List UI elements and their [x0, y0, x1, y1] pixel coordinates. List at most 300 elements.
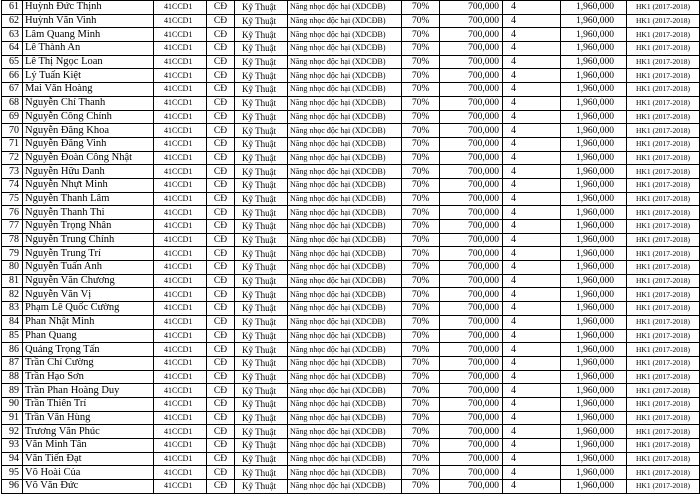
amount-cell: 700,000: [440, 247, 503, 261]
percent-cell: 70%: [402, 69, 440, 83]
faculty-cell: Kỹ Thuật: [235, 356, 288, 370]
table-row: [2, 42, 700, 56]
semester-cell: HK1 (2017-2018): [627, 384, 700, 398]
amount-cell: 700,000: [440, 124, 503, 138]
table-row: [2, 151, 700, 165]
class-cell: 41CCD1: [154, 178, 207, 192]
student-name-cell: Võ Hoài Của: [23, 466, 154, 480]
faculty-cell: Kỹ Thuật: [235, 220, 288, 234]
faculty-cell: Kỹ Thuật: [235, 1, 288, 15]
student-name-cell: Nguyễn Trung Chính: [23, 233, 154, 247]
months-cell: 4: [503, 96, 561, 110]
faculty-cell: Kỹ Thuật: [235, 425, 288, 439]
semester-cell: HK1 (2017-2018): [627, 192, 700, 206]
percent-cell: 70%: [402, 274, 440, 288]
amount-cell: 700,000: [440, 425, 503, 439]
total-cell: 1,960,000: [561, 206, 627, 220]
student-name-cell: Nguyễn Đăng Khoa: [23, 124, 154, 138]
amount-cell: 700,000: [440, 274, 503, 288]
total-cell: 1,960,000: [561, 425, 627, 439]
row-number-cell: 68: [2, 96, 23, 110]
allowance-type-cell: Năng nhọc độc hại (XDCĐB): [288, 28, 402, 42]
class-cell: 41CCD1: [154, 1, 207, 15]
student-name-cell: Trần Chí Cường: [23, 356, 154, 370]
allowance-type-cell: Năng nhọc độc hại (XDCĐB): [288, 356, 402, 370]
table-row: [2, 439, 700, 453]
percent-cell: 70%: [402, 397, 440, 411]
amount-cell: 700,000: [440, 233, 503, 247]
amount-cell: 700,000: [440, 411, 503, 425]
semester-cell: HK1 (2017-2018): [627, 261, 700, 275]
table-row: [2, 165, 700, 179]
table-row: [2, 206, 700, 220]
student-name-cell: Trần Phan Hoàng Duy: [23, 384, 154, 398]
allowance-type-cell: Năng nhọc độc hại (XDCĐB): [288, 55, 402, 69]
allowance-type-cell: Năng nhọc độc hại (XDCĐB): [288, 411, 402, 425]
table-row: [2, 302, 700, 316]
table-row: [2, 452, 700, 466]
semester-cell: HK1 (2017-2018): [627, 69, 700, 83]
row-number-cell: 65: [2, 55, 23, 69]
semester-cell: HK1 (2017-2018): [627, 110, 700, 124]
level-cell: CĐ: [207, 439, 235, 453]
months-cell: 4: [503, 452, 561, 466]
level-cell: CĐ: [207, 220, 235, 234]
percent-cell: 70%: [402, 137, 440, 151]
total-cell: 1,960,000: [561, 165, 627, 179]
row-number-cell: 81: [2, 274, 23, 288]
allowance-type-cell: Năng nhọc độc hại (XDCĐB): [288, 69, 402, 83]
months-cell: 4: [503, 206, 561, 220]
table-row: [2, 466, 700, 480]
months-cell: 4: [503, 288, 561, 302]
class-cell: 41CCD1: [154, 233, 207, 247]
class-cell: 41CCD1: [154, 274, 207, 288]
months-cell: 4: [503, 55, 561, 69]
row-number-cell: 84: [2, 315, 23, 329]
total-cell: 1,960,000: [561, 220, 627, 234]
level-cell: CĐ: [207, 315, 235, 329]
amount-cell: 700,000: [440, 1, 503, 15]
student-name-cell: Trần Hạo Sơn: [23, 370, 154, 384]
class-cell: 41CCD1: [154, 411, 207, 425]
class-cell: 41CCD1: [154, 14, 207, 28]
percent-cell: 70%: [402, 124, 440, 138]
percent-cell: 70%: [402, 302, 440, 316]
allowance-type-cell: Năng nhọc độc hại (XDCĐB): [288, 384, 402, 398]
class-cell: 41CCD1: [154, 452, 207, 466]
semester-cell: HK1 (2017-2018): [627, 466, 700, 480]
total-cell: 1,960,000: [561, 151, 627, 165]
total-cell: 1,960,000: [561, 439, 627, 453]
level-cell: CĐ: [207, 14, 235, 28]
table-row: [2, 315, 700, 329]
student-name-cell: Quảng Trọng Tấn: [23, 343, 154, 357]
total-cell: 1,960,000: [561, 397, 627, 411]
level-cell: CĐ: [207, 96, 235, 110]
allowance-type-cell: Năng nhọc độc hại (XDCĐB): [288, 370, 402, 384]
faculty-cell: Kỹ Thuật: [235, 69, 288, 83]
student-name-cell: Nguyễn Nhựt Minh: [23, 178, 154, 192]
student-name-cell: Văn Minh Tân: [23, 439, 154, 453]
table-row: [2, 14, 700, 28]
row-number-cell: 82: [2, 288, 23, 302]
class-cell: 41CCD1: [154, 28, 207, 42]
table-row: [2, 28, 700, 42]
table-body: [2, 1, 700, 494]
level-cell: CĐ: [207, 343, 235, 357]
faculty-cell: Kỹ Thuật: [235, 14, 288, 28]
table-row: [2, 220, 700, 234]
student-name-cell: Trần Văn Hùng: [23, 411, 154, 425]
amount-cell: 700,000: [440, 384, 503, 398]
row-number-cell: 90: [2, 397, 23, 411]
table-row: [2, 110, 700, 124]
allowance-type-cell: Năng nhọc độc hại (XDCĐB): [288, 397, 402, 411]
months-cell: 4: [503, 14, 561, 28]
class-cell: 41CCD1: [154, 343, 207, 357]
amount-cell: 700,000: [440, 137, 503, 151]
allowance-type-cell: Năng nhọc độc hại (XDCĐB): [288, 165, 402, 179]
percent-cell: 70%: [402, 233, 440, 247]
class-cell: 41CCD1: [154, 124, 207, 138]
percent-cell: 70%: [402, 329, 440, 343]
semester-cell: HK1 (2017-2018): [627, 302, 700, 316]
row-number-cell: 70: [2, 124, 23, 138]
total-cell: 1,960,000: [561, 178, 627, 192]
amount-cell: 700,000: [440, 480, 503, 494]
semester-cell: HK1 (2017-2018): [627, 220, 700, 234]
level-cell: CĐ: [207, 28, 235, 42]
months-cell: 4: [503, 28, 561, 42]
student-name-cell: Nguyễn Tuấn Anh: [23, 261, 154, 275]
total-cell: 1,960,000: [561, 384, 627, 398]
class-cell: 41CCD1: [154, 42, 207, 56]
months-cell: 4: [503, 411, 561, 425]
allowance-type-cell: Năng nhọc độc hại (XDCĐB): [288, 452, 402, 466]
level-cell: CĐ: [207, 69, 235, 83]
amount-cell: 700,000: [440, 439, 503, 453]
allowance-type-cell: Năng nhọc độc hại (XDCĐB): [288, 288, 402, 302]
row-number-cell: 79: [2, 247, 23, 261]
table-row: [2, 411, 700, 425]
row-number-cell: 73: [2, 165, 23, 179]
allowance-type-cell: Năng nhọc độc hại (XDCĐB): [288, 480, 402, 494]
table-row: [2, 425, 700, 439]
faculty-cell: Kỹ Thuật: [235, 288, 288, 302]
total-cell: 1,960,000: [561, 55, 627, 69]
row-number-cell: 76: [2, 206, 23, 220]
allowance-type-cell: Năng nhọc độc hại (XDCĐB): [288, 274, 402, 288]
row-number-cell: 61: [2, 1, 23, 15]
months-cell: 4: [503, 261, 561, 275]
faculty-cell: Kỹ Thuật: [235, 83, 288, 97]
semester-cell: HK1 (2017-2018): [627, 55, 700, 69]
faculty-cell: Kỹ Thuật: [235, 247, 288, 261]
level-cell: CĐ: [207, 206, 235, 220]
row-number-cell: 72: [2, 151, 23, 165]
level-cell: CĐ: [207, 452, 235, 466]
student-name-cell: Nguyễn Văn Vị: [23, 288, 154, 302]
allowance-type-cell: Năng nhọc độc hại (XDCĐB): [288, 83, 402, 97]
faculty-cell: Kỹ Thuật: [235, 178, 288, 192]
student-name-cell: Nguyễn Công Chính: [23, 110, 154, 124]
student-name-cell: Nguyễn Trung Trí: [23, 247, 154, 261]
total-cell: 1,960,000: [561, 110, 627, 124]
total-cell: 1,960,000: [561, 356, 627, 370]
amount-cell: 700,000: [440, 55, 503, 69]
class-cell: 41CCD1: [154, 83, 207, 97]
student-name-cell: Văn Tiến Đạt: [23, 452, 154, 466]
class-cell: 41CCD1: [154, 261, 207, 275]
level-cell: CĐ: [207, 165, 235, 179]
table-row: [2, 274, 700, 288]
level-cell: CĐ: [207, 288, 235, 302]
allowance-type-cell: Năng nhọc độc hại (XDCĐB): [288, 302, 402, 316]
faculty-cell: Kỹ Thuật: [235, 452, 288, 466]
total-cell: 1,960,000: [561, 1, 627, 15]
semester-cell: HK1 (2017-2018): [627, 329, 700, 343]
student-name-cell: Võ Văn Đức: [23, 480, 154, 494]
percent-cell: 70%: [402, 466, 440, 480]
allowance-type-cell: Năng nhọc độc hại (XDCĐB): [288, 1, 402, 15]
row-number-cell: 95: [2, 466, 23, 480]
student-name-cell: Nguyễn Thanh Thi: [23, 206, 154, 220]
semester-cell: HK1 (2017-2018): [627, 14, 700, 28]
level-cell: CĐ: [207, 124, 235, 138]
semester-cell: HK1 (2017-2018): [627, 96, 700, 110]
class-cell: 41CCD1: [154, 55, 207, 69]
student-name-cell: Nguyễn Thanh Lâm: [23, 192, 154, 206]
allowance-type-cell: Năng nhọc độc hại (XDCĐB): [288, 124, 402, 138]
amount-cell: 700,000: [440, 28, 503, 42]
amount-cell: 700,000: [440, 165, 503, 179]
amount-cell: 700,000: [440, 206, 503, 220]
semester-cell: HK1 (2017-2018): [627, 274, 700, 288]
level-cell: CĐ: [207, 370, 235, 384]
student-name-cell: Lâm Quang Minh: [23, 28, 154, 42]
table-row: [2, 96, 700, 110]
amount-cell: 700,000: [440, 178, 503, 192]
percent-cell: 70%: [402, 439, 440, 453]
allowance-type-cell: Năng nhọc độc hại (XDCĐB): [288, 315, 402, 329]
percent-cell: 70%: [402, 343, 440, 357]
total-cell: 1,960,000: [561, 83, 627, 97]
total-cell: 1,960,000: [561, 28, 627, 42]
percent-cell: 70%: [402, 83, 440, 97]
level-cell: CĐ: [207, 411, 235, 425]
amount-cell: 700,000: [440, 69, 503, 83]
class-cell: 41CCD1: [154, 69, 207, 83]
faculty-cell: Kỹ Thuật: [235, 370, 288, 384]
faculty-cell: Kỹ Thuật: [235, 137, 288, 151]
months-cell: 4: [503, 1, 561, 15]
row-number-cell: 88: [2, 370, 23, 384]
table-row: [2, 370, 700, 384]
row-number-cell: 63: [2, 28, 23, 42]
table-row: [2, 261, 700, 275]
faculty-cell: Kỹ Thuật: [235, 343, 288, 357]
months-cell: 4: [503, 110, 561, 124]
months-cell: 4: [503, 480, 561, 494]
student-allowance-table: [1, 0, 700, 494]
student-name-cell: Mai Văn Hoàng: [23, 83, 154, 97]
semester-cell: HK1 (2017-2018): [627, 151, 700, 165]
row-number-cell: 96: [2, 480, 23, 494]
percent-cell: 70%: [402, 370, 440, 384]
class-cell: 41CCD1: [154, 206, 207, 220]
allowance-type-cell: Năng nhọc độc hại (XDCĐB): [288, 178, 402, 192]
level-cell: CĐ: [207, 192, 235, 206]
allowance-type-cell: Năng nhọc độc hại (XDCĐB): [288, 206, 402, 220]
amount-cell: 700,000: [440, 83, 503, 97]
class-cell: 41CCD1: [154, 247, 207, 261]
student-name-cell: Phạm Lê Quốc Cường: [23, 302, 154, 316]
level-cell: CĐ: [207, 137, 235, 151]
table-row: [2, 69, 700, 83]
amount-cell: 700,000: [440, 192, 503, 206]
percent-cell: 70%: [402, 192, 440, 206]
level-cell: CĐ: [207, 302, 235, 316]
class-cell: 41CCD1: [154, 110, 207, 124]
amount-cell: 700,000: [440, 302, 503, 316]
faculty-cell: Kỹ Thuật: [235, 110, 288, 124]
row-number-cell: 66: [2, 69, 23, 83]
class-cell: 41CCD1: [154, 315, 207, 329]
student-name-cell: Huỳnh Văn Vinh: [23, 14, 154, 28]
level-cell: CĐ: [207, 329, 235, 343]
semester-cell: HK1 (2017-2018): [627, 1, 700, 15]
class-cell: 41CCD1: [154, 397, 207, 411]
class-cell: 41CCD1: [154, 329, 207, 343]
amount-cell: 700,000: [440, 329, 503, 343]
table-row: [2, 124, 700, 138]
total-cell: 1,960,000: [561, 480, 627, 494]
student-name-cell: Phan Quang: [23, 329, 154, 343]
allowance-type-cell: Năng nhọc độc hại (XDCĐB): [288, 233, 402, 247]
table-row: [2, 233, 700, 247]
percent-cell: 70%: [402, 425, 440, 439]
semester-cell: HK1 (2017-2018): [627, 315, 700, 329]
level-cell: CĐ: [207, 425, 235, 439]
class-cell: 41CCD1: [154, 192, 207, 206]
faculty-cell: Kỹ Thuật: [235, 384, 288, 398]
months-cell: 4: [503, 165, 561, 179]
level-cell: CĐ: [207, 151, 235, 165]
class-cell: 41CCD1: [154, 384, 207, 398]
percent-cell: 70%: [402, 480, 440, 494]
percent-cell: 70%: [402, 247, 440, 261]
faculty-cell: Kỹ Thuật: [235, 466, 288, 480]
table-row: [2, 356, 700, 370]
row-number-cell: 62: [2, 14, 23, 28]
row-number-cell: 64: [2, 42, 23, 56]
level-cell: CĐ: [207, 274, 235, 288]
student-name-cell: Nguyễn Văn Chương: [23, 274, 154, 288]
percent-cell: 70%: [402, 14, 440, 28]
table-row: [2, 1, 700, 15]
percent-cell: 70%: [402, 384, 440, 398]
amount-cell: 700,000: [440, 315, 503, 329]
allowance-type-cell: Năng nhọc độc hại (XDCĐB): [288, 96, 402, 110]
amount-cell: 700,000: [440, 343, 503, 357]
percent-cell: 70%: [402, 1, 440, 15]
class-cell: 41CCD1: [154, 165, 207, 179]
allowance-type-cell: Năng nhọc độc hại (XDCĐB): [288, 192, 402, 206]
total-cell: 1,960,000: [561, 315, 627, 329]
months-cell: 4: [503, 343, 561, 357]
faculty-cell: Kỹ Thuật: [235, 192, 288, 206]
total-cell: 1,960,000: [561, 261, 627, 275]
amount-cell: 700,000: [440, 466, 503, 480]
percent-cell: 70%: [402, 356, 440, 370]
level-cell: CĐ: [207, 233, 235, 247]
level-cell: CĐ: [207, 397, 235, 411]
amount-cell: 700,000: [440, 288, 503, 302]
semester-cell: HK1 (2017-2018): [627, 124, 700, 138]
table-row: [2, 178, 700, 192]
semester-cell: HK1 (2017-2018): [627, 343, 700, 357]
percent-cell: 70%: [402, 220, 440, 234]
row-number-cell: 92: [2, 425, 23, 439]
row-number-cell: 71: [2, 137, 23, 151]
percent-cell: 70%: [402, 178, 440, 192]
level-cell: CĐ: [207, 247, 235, 261]
faculty-cell: Kỹ Thuật: [235, 42, 288, 56]
months-cell: 4: [503, 302, 561, 316]
table-row: [2, 397, 700, 411]
total-cell: 1,960,000: [561, 288, 627, 302]
total-cell: 1,960,000: [561, 192, 627, 206]
percent-cell: 70%: [402, 165, 440, 179]
row-number-cell: 75: [2, 192, 23, 206]
faculty-cell: Kỹ Thuật: [235, 124, 288, 138]
allowance-type-cell: Năng nhọc độc hại (XDCĐB): [288, 261, 402, 275]
student-name-cell: Trương Văn Phúc: [23, 425, 154, 439]
percent-cell: 70%: [402, 411, 440, 425]
row-number-cell: 74: [2, 178, 23, 192]
months-cell: 4: [503, 69, 561, 83]
total-cell: 1,960,000: [561, 137, 627, 151]
total-cell: 1,960,000: [561, 42, 627, 56]
total-cell: 1,960,000: [561, 343, 627, 357]
semester-cell: HK1 (2017-2018): [627, 452, 700, 466]
level-cell: CĐ: [207, 55, 235, 69]
class-cell: 41CCD1: [154, 425, 207, 439]
table-row: [2, 343, 700, 357]
student-name-cell: Phan Nhật Minh: [23, 315, 154, 329]
total-cell: 1,960,000: [561, 302, 627, 316]
months-cell: 4: [503, 151, 561, 165]
row-number-cell: 93: [2, 439, 23, 453]
percent-cell: 70%: [402, 151, 440, 165]
semester-cell: HK1 (2017-2018): [627, 206, 700, 220]
level-cell: CĐ: [207, 1, 235, 15]
months-cell: 4: [503, 384, 561, 398]
class-cell: 41CCD1: [154, 370, 207, 384]
percent-cell: 70%: [402, 28, 440, 42]
level-cell: CĐ: [207, 83, 235, 97]
faculty-cell: Kỹ Thuật: [235, 274, 288, 288]
class-cell: 41CCD1: [154, 466, 207, 480]
student-name-cell: Lê Thị Ngọc Loan: [23, 55, 154, 69]
allowance-type-cell: Năng nhọc độc hại (XDCĐB): [288, 329, 402, 343]
semester-cell: HK1 (2017-2018): [627, 28, 700, 42]
faculty-cell: Kỹ Thuật: [235, 206, 288, 220]
months-cell: 4: [503, 274, 561, 288]
months-cell: 4: [503, 192, 561, 206]
faculty-cell: Kỹ Thuật: [235, 302, 288, 316]
